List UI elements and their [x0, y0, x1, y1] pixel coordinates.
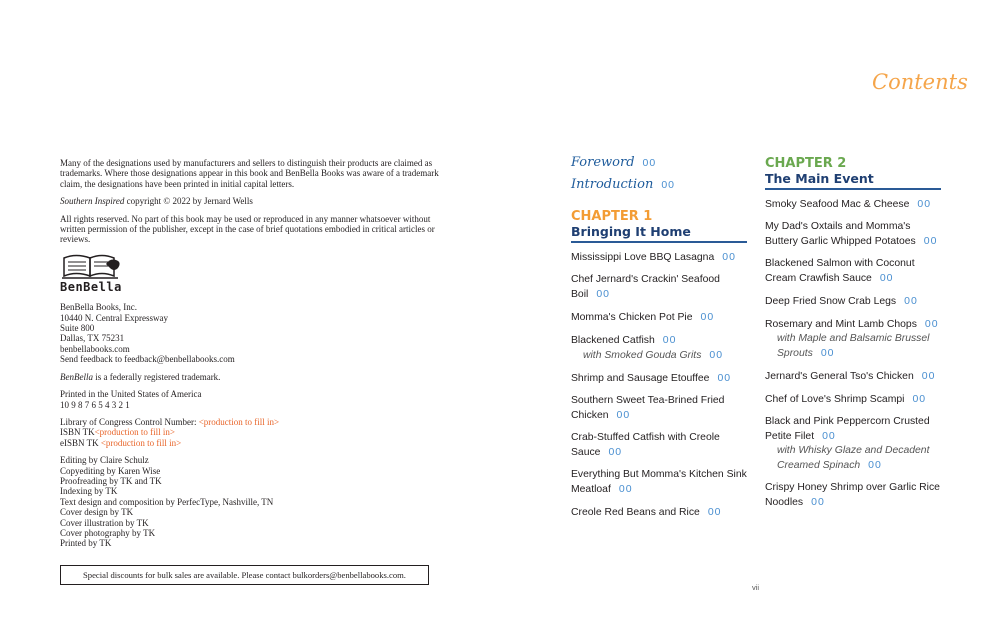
entry-title: Mississippi Love BBQ Lasagna: [571, 252, 715, 263]
trademark-paragraph: Many of the designations used by manufacturers and sellers to distinguish their products are claimed as trademarks. Where those designations appear in this book and BenBella Books was aware of a trademark claim, the designations have been printed in initial capital letters.: [60, 158, 439, 189]
entry-title: Creole Red Beans and Rice: [571, 507, 700, 518]
toc-entry[interactable]: [765, 220, 941, 249]
printed-in: Printed in the United States of America: [60, 389, 202, 400]
toc-entry[interactable]: [571, 431, 747, 460]
open-book-icon: [60, 252, 124, 280]
credit-line: Cover photography by TK: [60, 527, 156, 538]
page-number: 00: [596, 288, 611, 300]
page-number: 00: [709, 349, 724, 361]
chapter-1-section: [571, 209, 747, 528]
credit-line: Cover design by TK: [60, 507, 134, 518]
toc-entry[interactable]: [571, 250, 747, 265]
toc-entry[interactable]: [765, 294, 941, 309]
page-number: 00: [618, 483, 633, 495]
credits: [60, 455, 440, 549]
page-number: 00: [722, 251, 736, 263]
entry-title: Momma's Chicken Pot Pie: [571, 312, 693, 323]
toc-entry[interactable]: [571, 505, 747, 520]
address-line: 10440 N. Central Expressway: [60, 312, 168, 323]
toc-entry-introduction[interactable]: [571, 177, 675, 199]
copyright-page: [60, 158, 440, 556]
toc-entry-foreword[interactable]: [571, 155, 675, 177]
bulk-sales-notice: Special discounts for bulk sales are available. Please contact bulkorders@benbellabooks.com.: [60, 565, 429, 585]
entry-label: Introduction: [571, 177, 654, 192]
page-number: 00: [661, 179, 676, 191]
page-number: 00: [616, 409, 631, 421]
toc-entry[interactable]: [765, 257, 941, 286]
entry-title: Shrimp and Sausage Etouffee: [571, 373, 710, 384]
copyright-line: [60, 196, 440, 206]
entry-title: Jernard's General Tso's Chicken: [765, 371, 914, 382]
page-folio: vii: [752, 583, 760, 592]
chapter-1-title: Bringing It Home: [571, 224, 691, 239]
toc-entry[interactable]: [571, 333, 747, 363]
contents-title: Contents: [872, 70, 968, 94]
toc-entry[interactable]: [571, 273, 747, 302]
chapter-2-section: [765, 156, 941, 518]
toc-entry[interactable]: [571, 468, 747, 497]
page-number: 00: [717, 372, 732, 384]
rights-paragraph: All rights reserved. No part of this book may be used or reproduced in any manner whatsoever without written permission of the publisher, except in the case of brief quotations embodied in critical articles or reviews.: [60, 213, 435, 245]
page-number: 00: [879, 272, 894, 284]
loc-label: Library of Congress Control Number:: [60, 416, 199, 427]
page-number: 00: [904, 295, 918, 307]
entry-title: Everything But Momma's Kitchen Sink Meatloaf: [571, 469, 747, 495]
credit-line: Indexing by TK: [60, 486, 118, 497]
trademark-line: [60, 372, 440, 382]
front-matter-list: [571, 155, 675, 199]
print-line: 10 9 8 7 6 5 4 3 2 1: [60, 399, 130, 410]
entry-title: Smoky Seafood Mac & Cheese: [765, 199, 910, 210]
copyright-holder: copyright © 2022 by Jernard Wells: [124, 196, 253, 207]
chapter-divider: [765, 188, 941, 190]
toc-entry[interactable]: [765, 481, 941, 510]
toc-entry[interactable]: [765, 415, 941, 473]
page-number: 00: [917, 198, 932, 210]
loc-line: [60, 417, 440, 427]
address-line: Dallas, TX 75231: [60, 333, 125, 344]
chapter-1-label: CHAPTER 1: [571, 209, 653, 224]
toc-entry[interactable]: [571, 310, 747, 325]
toc-entry[interactable]: [765, 392, 941, 407]
chapter-2-label: CHAPTER 2: [765, 156, 847, 171]
subtitle-text: with Smoked Gouda Grits: [583, 350, 702, 361]
credit-line: Copyediting by Karen Wise: [60, 465, 161, 476]
page-number: 00: [912, 393, 927, 405]
credit-line: Printed by TK: [60, 538, 112, 549]
entry-title: Black and Pink Peppercorn Crusted Petite Filet: [765, 416, 930, 442]
trademark-name: BenBella: [60, 371, 93, 382]
isbn-label: ISBN TK: [60, 427, 95, 438]
chapter-divider: [571, 241, 747, 243]
subtitle-text: with Maple and Balsamic Brussel Sprouts: [777, 333, 930, 359]
credit-line: Proofreading by TK and TK: [60, 475, 162, 486]
logo-wordmark: BenBella: [60, 279, 122, 294]
toc-entry[interactable]: [571, 394, 747, 423]
page-number: 00: [700, 311, 715, 323]
credit-line: Cover illustration by TK: [60, 517, 149, 528]
address-line: benbellabooks.com: [60, 343, 130, 354]
subtitle-text: with Whisky Glaze and Decadent Creamed Spinach: [777, 445, 930, 471]
isbn-placeholder: <production to fill in>: [94, 427, 175, 438]
entry-title: My Dad's Oxtails and Momma's Buttery Garlic Whipped Potatoes: [765, 221, 916, 247]
entry-title: Blackened Salmon with Coconut Cream Crawfish Sauce: [765, 258, 915, 284]
publisher-address: [60, 302, 440, 364]
page-number: 00: [822, 430, 836, 442]
page-number: 00: [820, 347, 835, 359]
credit-line: Text design and composition by PerfecType, Nashville, TN: [60, 496, 274, 507]
chapter-2-title: The Main Event: [765, 171, 874, 186]
eisbn-placeholder: <production to fill in>: [100, 437, 182, 448]
entry-title: Chef Jernard's Crackin' Seafood Boil: [571, 274, 720, 300]
page-number: 00: [868, 459, 882, 471]
toc-entry[interactable]: [765, 369, 941, 384]
entry-label: Foreword: [571, 155, 635, 170]
trademark-text: is a federally registered trademark.: [93, 371, 221, 382]
entry-title: Rosemary and Mint Lamb Chops: [765, 319, 917, 330]
entry-subtitle: [571, 348, 747, 363]
toc-entry[interactable]: [765, 317, 941, 361]
page-number: 00: [811, 496, 825, 508]
address-line: BenBella Books, Inc.: [60, 302, 137, 313]
toc-entry[interactable]: [571, 371, 747, 386]
loc-placeholder: <production to fill in>: [198, 416, 280, 427]
book-title: Southern Inspired: [60, 196, 125, 207]
eisbn-label: eISBN TK: [60, 437, 101, 448]
entry-title: Crispy Honey Shrimp over Garlic Rice Noodles: [765, 482, 940, 508]
page-number: 00: [923, 235, 938, 247]
eisbn-line: [60, 438, 440, 448]
page-number: 00: [662, 334, 677, 346]
entry-subtitle: [765, 332, 941, 361]
entry-title: Chef of Love's Shrimp Scampi: [765, 394, 905, 405]
page-number: 00: [608, 446, 623, 458]
publisher-logo: [60, 252, 440, 292]
toc-entry[interactable]: [765, 197, 941, 212]
entry-title: Deep Fried Snow Crab Legs: [765, 296, 897, 307]
catalog-info: [60, 417, 440, 448]
printing-info: [60, 389, 440, 410]
chapter-2-list: [765, 197, 941, 510]
page-number: 00: [924, 318, 939, 330]
entry-title: Blackened Catfish: [571, 335, 655, 346]
entry-title: Southern Sweet Tea-Brined Fried Chicken: [571, 395, 725, 421]
page-number: 00: [921, 370, 936, 382]
entry-title: Crab-Stuffed Catfish with Creole Sauce: [571, 432, 720, 458]
address-line: Send feedback to feedback@benbellabooks.com: [60, 354, 235, 365]
page-number: 00: [707, 506, 722, 518]
entry-subtitle: [765, 444, 941, 473]
page-number: 00: [642, 157, 657, 169]
chapter-1-list: [571, 250, 747, 520]
address-line: Suite 800: [60, 323, 95, 334]
credit-line: Editing by Claire Schulz: [60, 455, 149, 466]
isbn-line: [60, 427, 440, 437]
